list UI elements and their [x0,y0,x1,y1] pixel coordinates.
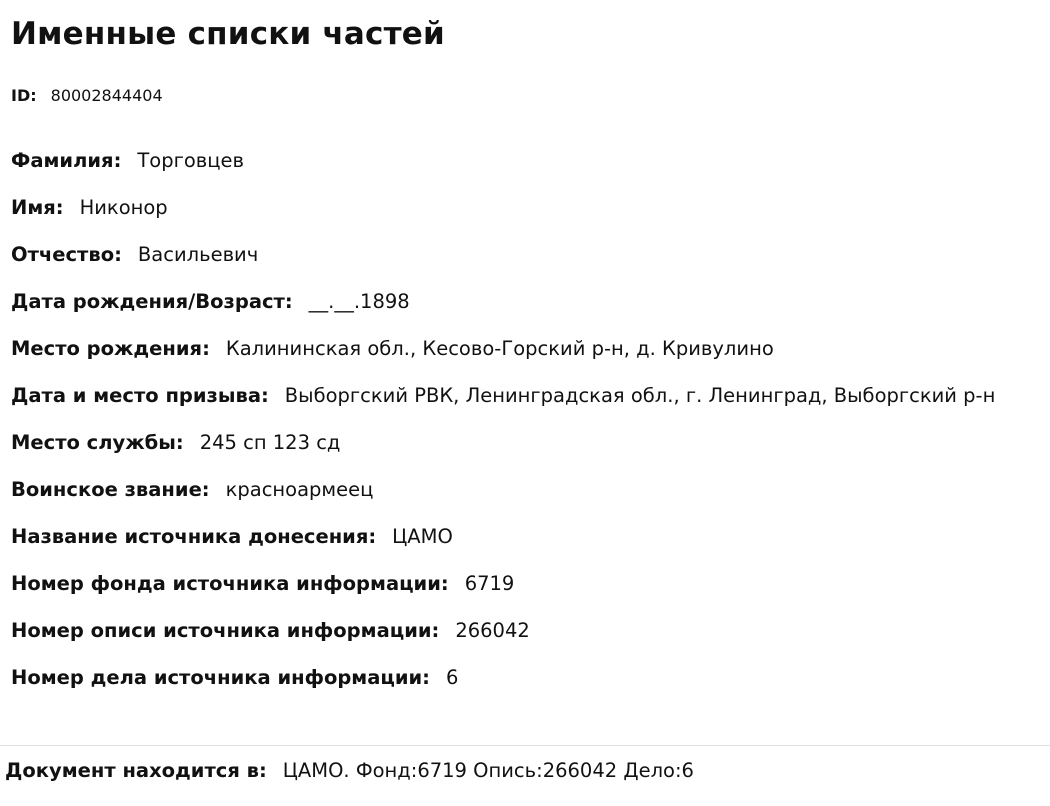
field-label: Название источника донесения: [11,525,377,548]
field-label: Дата и место призыва: [11,384,269,407]
field-birth-place [11,335,995,382]
field-label: Место рождения: [11,337,210,360]
field-value: Калининская обл., Кесово-Горский р-н, д. Кривулино [225,337,774,360]
field-value: ЦАМО [392,525,453,548]
field-label: Номер описи источника информации: [11,619,440,642]
page-title: Именные списки частей [11,16,445,52]
field-label: Воинское звание: [11,478,210,501]
field-value: Торговцев [137,149,245,172]
document-location-label: Документ находится в: [5,759,267,782]
field-value: 245 сп 123 сд [199,431,341,454]
field-patronymic [11,241,995,288]
field-value: красноармеец [225,478,374,501]
field-fond-number [11,570,995,617]
field-first-name [11,194,995,241]
field-value: Васильевич [137,243,259,266]
record-fields [11,147,995,711]
record-id-value: 80002844404 [50,86,163,105]
field-label: Место службы: [11,431,184,454]
field-label: Отчество: [11,243,122,266]
field-inventory-number [11,617,995,664]
field-label: Фамилия: [11,149,122,172]
record-id [11,85,163,107]
field-value: Выборгский РВК, Ленинградская обл., г. Ленинград, Выборгский р-н [284,384,996,407]
field-value: __.__.1898 [308,290,410,313]
field-label: Дата рождения/Возраст: [11,290,293,313]
document-location-value: ЦАМО. Фонд:6719 Опись:266042 Дело:6 [282,759,694,782]
field-value: 266042 [455,619,530,642]
field-case-number [11,664,995,711]
field-value: Никонор [79,196,168,219]
field-birth-date [11,288,995,335]
field-conscription [11,382,995,429]
record-id-label: ID: [11,86,37,105]
field-surname [11,147,995,194]
field-value: 6 [445,666,459,689]
field-label: Номер дела источника информации: [11,666,430,689]
divider [0,745,1050,746]
field-label: Номер фонда источника информации: [11,572,449,595]
field-rank [11,476,995,523]
field-source-name [11,523,995,570]
field-service-place [11,429,995,476]
field-value: 6719 [464,572,515,595]
field-label: Имя: [11,196,64,219]
document-location [5,757,694,785]
